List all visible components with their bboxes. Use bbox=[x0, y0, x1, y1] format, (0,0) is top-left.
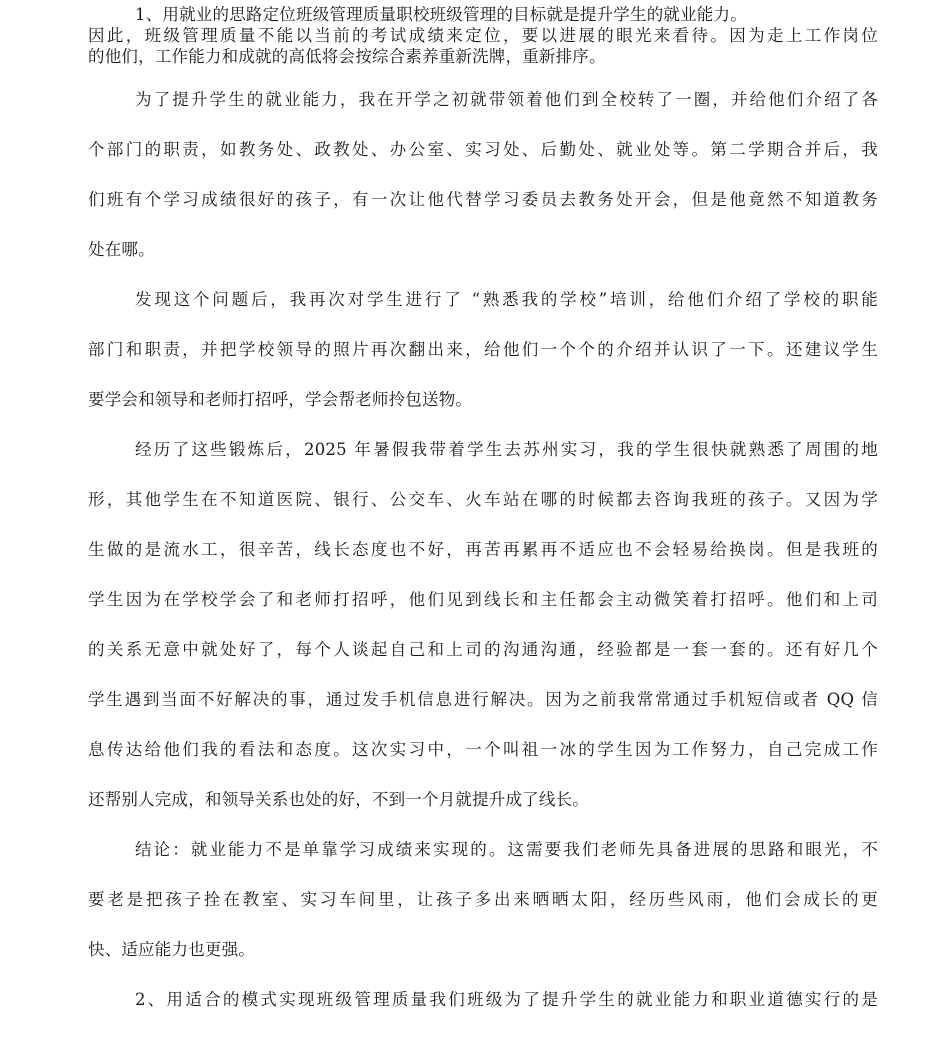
paragraph-line: 的他们，工作能力和成就的高低将会按综合素养重新洗牌，重新排序。 bbox=[88, 47, 606, 66]
paragraph-line: 息传达给他们我的看法和态度。这次实习中，一个叫祖一冰的学生因为工作努力，自己完成工作 bbox=[88, 740, 878, 759]
paragraph-line: 要老是把孩子拴在教室、实习车间里，让孩子多出来晒晒太阳，经历些风雨，他们会成长的更 bbox=[88, 890, 878, 909]
paragraph-line: 为了提升学生的就业能力，我在开学之初就带领着他们到全校转了一圈，并给他们介绍了各 bbox=[135, 90, 878, 109]
paragraph-line: 形，其他学生在不知道医院、银行、公交车、火车站在哪的时候都去咨询我班的孩子。又因为学 bbox=[88, 490, 878, 509]
paragraph-line: 部门和职责，并把学校领导的照片再次翻出来，给他们一个个的介绍并认识了一下。还建议学生 bbox=[88, 340, 878, 359]
paragraph-line: 的关系无意中就处好了，每个人谈起自己和上司的沟通沟通，经验都是一套一套的。还有好几个 bbox=[88, 640, 878, 659]
paragraph-line: 还帮别人完成，和领导关系也处的好，不到一个月就提升成了线长。 bbox=[88, 790, 589, 809]
paragraph-line: 发现这个问题后，我再次对学生进行了 “熟悉我的学校”培训，给他们介绍了学校的职能 bbox=[135, 290, 878, 309]
paragraph-line: 结论：就业能力不是单靠学习成绩来实现的。这需要我们老师先具备进展的思路和眼光，不 bbox=[135, 840, 878, 859]
paragraph-line: 经历了这些锻炼后，2025 年暑假我带着学生去苏州实习，我的学生很快就熟悉了周围的地 bbox=[135, 440, 878, 459]
paragraph-line: 要学会和领导和老师打招呼，学会帮老师拎包送物。 bbox=[88, 390, 473, 409]
paragraph-line: 个部门的职责，如教务处、政教处、办公室、实习处、后勤处、就业处等。第二学期合并后，我 bbox=[88, 140, 878, 159]
paragraph-line: 生做的是流水工，很辛苦，线长态度也不好，再苦再累再不适应也不会轻易给换岗。但是我班的 bbox=[88, 540, 878, 559]
paragraph-line: 因此，班级管理质量不能以当前的考试成绩来定位，要以进展的眼光来看待。因为走上工作岗位 bbox=[88, 26, 878, 45]
paragraph-line: 学生遇到当面不好解决的事，通过发手机信息进行解决。因为之前我常常通过手机短信或者 QQ 信 bbox=[88, 690, 878, 709]
paragraph-line: 们班有个学习成绩很好的孩子，有一次让他代替学习委员去教务处开会，但是他竟然不知道教务 bbox=[88, 190, 878, 209]
paragraph-line: 快、适应能力也更强。 bbox=[88, 940, 255, 959]
section-1-heading: 1、用就业的思路定位班级管理质量职校班级管理的目标就是提升学生的就业能力。 bbox=[135, 5, 747, 24]
paragraph-line: 学生因为在学校学会了和老师打招呼，他们见到线长和主任都会主动微笑着打招呼。他们和上司 bbox=[88, 590, 878, 609]
section-2-heading: 2、用适合的模式实现班级管理质量我们班级为了提升学生的就业能力和职业道德实行的是 bbox=[135, 990, 878, 1009]
paragraph-line: 处在哪。 bbox=[88, 240, 155, 259]
